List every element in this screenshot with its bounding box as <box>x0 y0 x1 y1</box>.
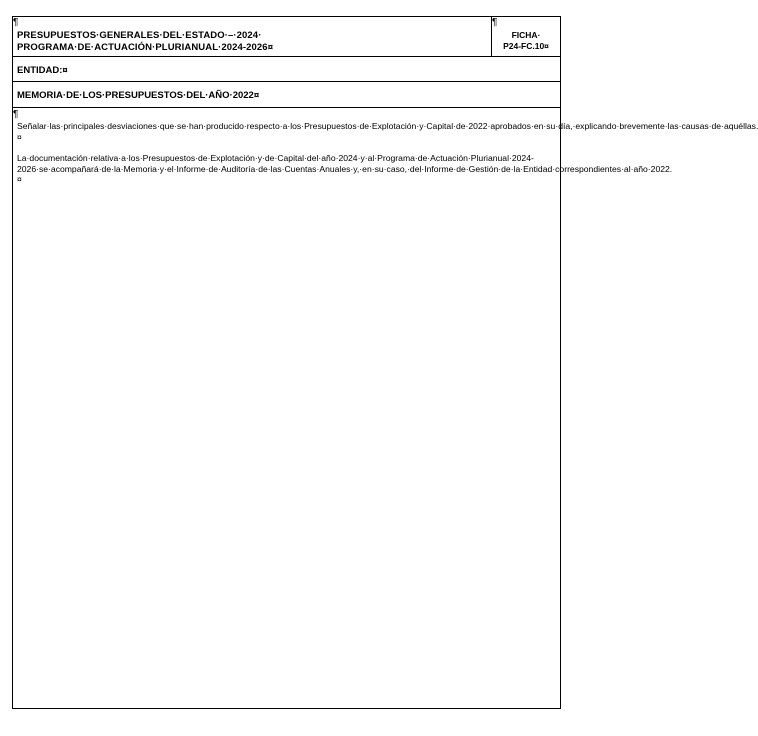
title-cell <box>13 17 492 56</box>
title-line-2: PROGRAMA·DE·ACTUACIÓN·PLURIANUAL·2024-2026¤ <box>17 42 274 53</box>
form-header <box>13 17 560 57</box>
ficha-code: P24-FC.10¤ <box>503 41 549 51</box>
pilcrow-mark: ¶ <box>13 17 19 28</box>
memoria-text-area[interactable] <box>13 108 758 708</box>
body-pilcrow-mark: ¶ <box>13 109 19 120</box>
instruction-paragraph-1: Señalar·las·principales·desviaciones·que·se·han·producido·respecto·a·los·Presupuestos·de·Explotación·y·Capital·de·2022·aprobados·en·su·día,·explicando·brevemente·las·causas·de·aquéllas.¤ <box>17 121 758 142</box>
form-frame <box>12 16 758 709</box>
title-line-1: PRESUPUESTOS·GENERALES·DEL·ESTADO·–·2024· <box>17 30 262 41</box>
memoria-row <box>13 82 560 108</box>
entidad-label: ENTIDAD:¤ <box>17 65 68 76</box>
ficha-label: FICHA· <box>511 30 541 40</box>
memoria-title: MEMORIA·DE·LOS·PRESUPUESTOS·DEL·AÑO·2022¤ <box>17 90 260 101</box>
entidad-row[interactable] <box>13 57 560 82</box>
ficha-pilcrow-mark: ¶ <box>492 17 498 28</box>
instruction-paragraph-2: La·documentación·relativa·a·los·Presupuestos·de·Explotación·y·de·Capital·del·año·2024·y·al·Programa·de·Actuación·Plurianual·2024-2026·se·acompañará·de·la·Memoria·y·el·Informe·de·Auditoría·de·las·Cuentas·Anuales·y,·en·su·caso,·del·Informe·de·Gestión·de·la·Entidad·correspondientes·al·año·2022.¤ <box>17 153 673 184</box>
ficha-cell <box>492 17 560 56</box>
